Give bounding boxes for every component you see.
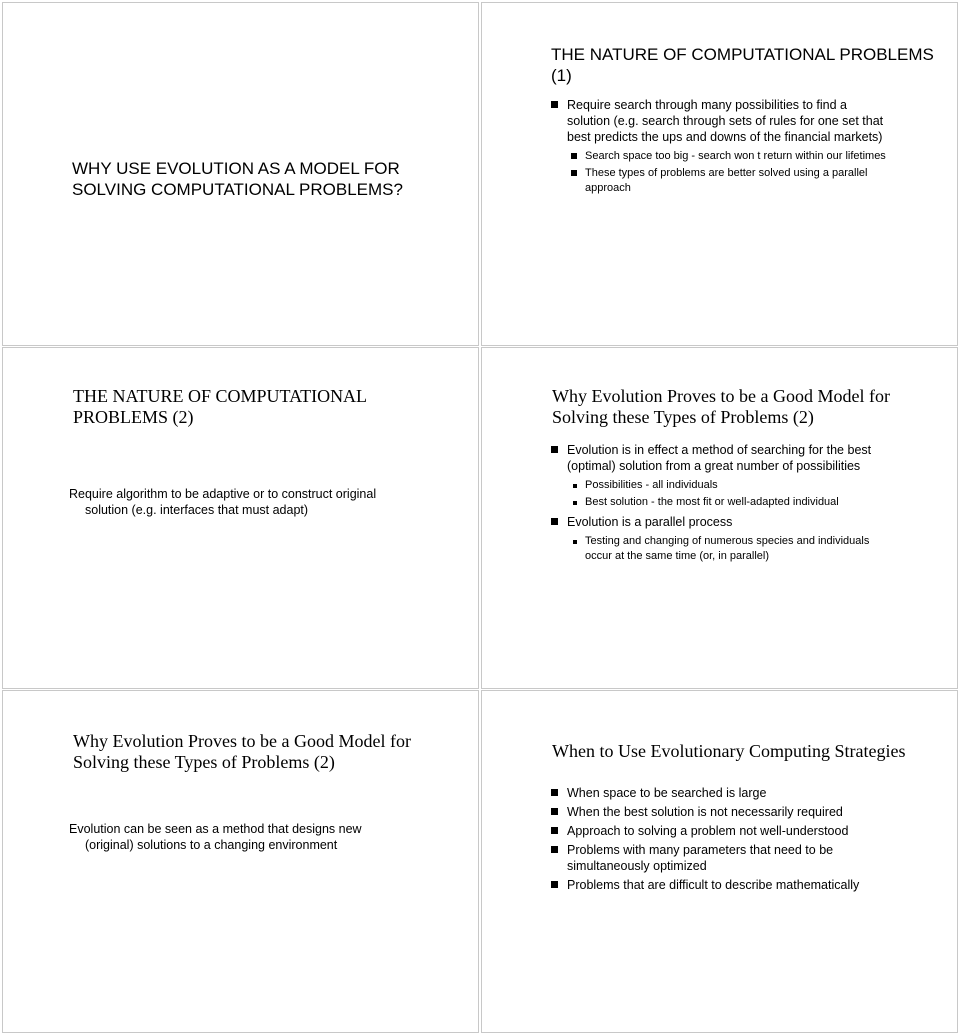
slide-5-title: Why Evolution Proves to be a Good Model for Solving these Types of Problems (2) xyxy=(73,731,411,772)
slide-4-bullet: Evolution is a parallel process xyxy=(551,514,896,530)
slide-4-bullet: Evolution is in effect a method of searching for the best (optimal) solution from a great number of possibilities xyxy=(551,442,896,474)
slide-6 xyxy=(481,690,958,1033)
slide-2-title: THE NATURE OF COMPUTATIONAL PROBLEMS (1) xyxy=(551,45,934,85)
slide-3 xyxy=(2,347,479,689)
slide-4-sub-bullet: Best solution - the most fit or well-adapted individual xyxy=(567,495,896,510)
slide-1-title: WHY USE EVOLUTION AS A MODEL FOR SOLVING COMPUTATIONAL PROBLEMS? xyxy=(72,159,403,199)
slide-3-text: Require algorithm to be adaptive or to construct original solution (e.g. interfaces that must adapt) xyxy=(69,487,377,517)
slide-2-body xyxy=(551,97,886,198)
slide-6-bullet: Problems with many parameters that need to be simultaneously optimized xyxy=(551,842,871,874)
slide-5 xyxy=(2,690,479,1033)
slide-2-bullet: Require search through many possibilities to find a solution (e.g. search through sets of rules for one set that best predicts the ups and downs of the financial markets) xyxy=(551,97,886,145)
slide-6-bullet: When space to be searched is large xyxy=(551,785,871,801)
slide-6-title: When to Use Evolutionary Computing Strategies xyxy=(552,741,906,761)
slide-4-title: Why Evolution Proves to be a Good Model for Solving these Types of Problems (2) xyxy=(552,386,890,427)
slide-1 xyxy=(2,2,479,346)
slide-4 xyxy=(481,347,958,689)
slide-4-sub-bullet: Possibilities - all individuals xyxy=(567,478,896,493)
slide-2-sub-bullet: These types of problems are better solved using a parallel approach xyxy=(567,166,886,196)
slide-5-body xyxy=(69,821,399,853)
slide-4-sub-bullet: Testing and changing of numerous species and individuals occur at the same time (or, in parallel) xyxy=(567,534,896,564)
slide-6-bullet: When the best solution is not necessarily required xyxy=(551,804,871,820)
slide-3-body xyxy=(69,486,419,518)
slide-2-sub-bullet: Search space too big - search won t return within our lifetimes xyxy=(567,149,886,164)
slide-6-bullet: Approach to solving a problem not well-understood xyxy=(551,823,871,839)
slide-2 xyxy=(481,2,958,346)
slide-6-bullet: Problems that are difficult to describe mathematically xyxy=(551,877,871,893)
slide-4-body xyxy=(551,442,896,566)
slide-3-title: THE NATURE OF COMPUTATIONAL PROBLEMS (2) xyxy=(73,386,367,427)
slide-5-text: Evolution can be seen as a method that designs new (original) solutions to a changing environment xyxy=(69,822,362,852)
slide-6-body xyxy=(551,785,871,896)
